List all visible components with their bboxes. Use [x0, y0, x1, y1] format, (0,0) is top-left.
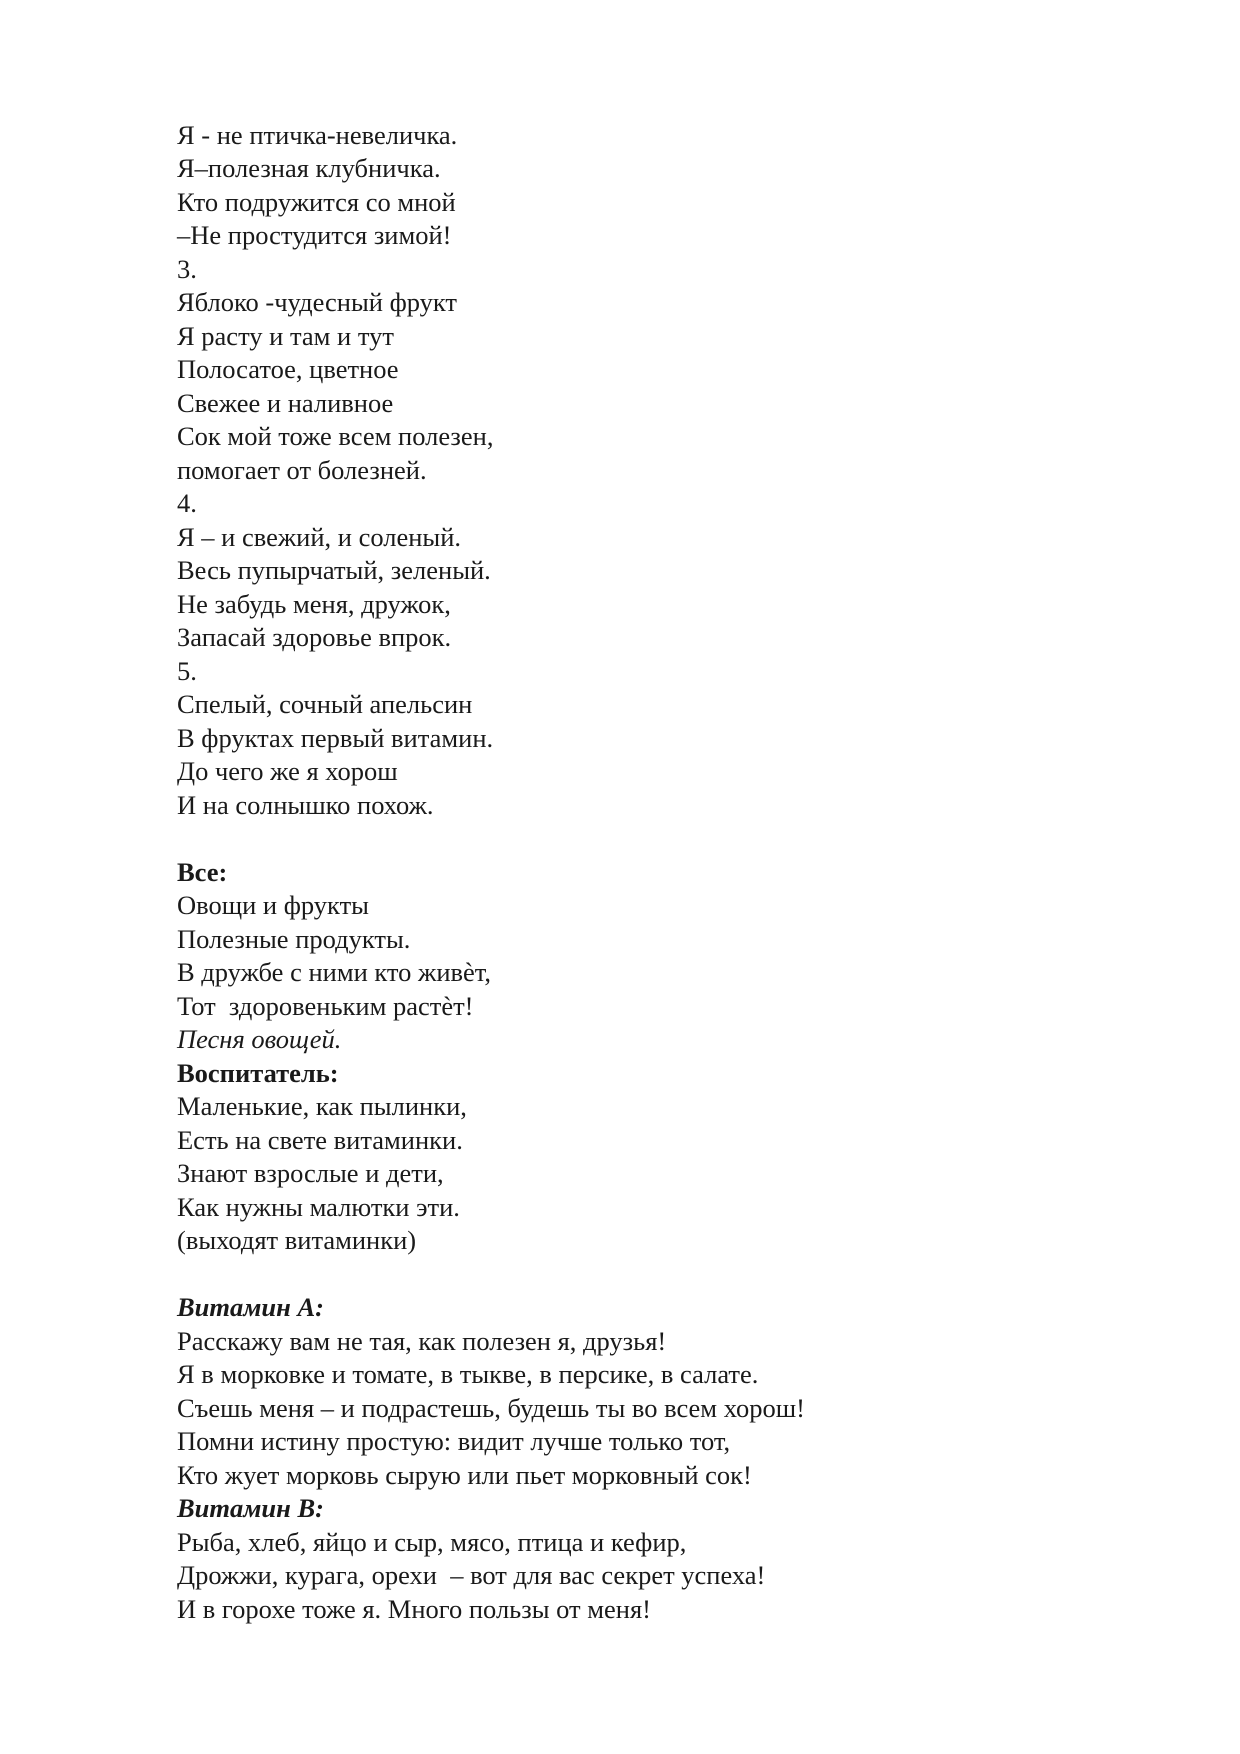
text-line: Спелый, сочный апельсин: [177, 689, 473, 719]
text-line: помогает от болезней.: [177, 455, 427, 485]
text-line: Не забудь меня, дружок,: [177, 589, 451, 619]
text-line: Кто жует морковь сырую или пьет морковный сок!: [177, 1460, 752, 1490]
text-line: (выходят витаминки): [177, 1225, 417, 1255]
text-line: Есть на свете витаминки.: [177, 1125, 463, 1155]
text-line: Знают взрослые и дети,: [177, 1158, 444, 1188]
text-line: Я–полезная клубничка.: [177, 153, 441, 183]
text-line: Весь пупырчатый, зеленый.: [177, 555, 491, 585]
text-line: –Не простудится зимой!: [177, 220, 452, 250]
text-line: В фруктах первый витамин.: [177, 723, 494, 753]
text-line: Сок мой тоже всем полезен,: [177, 421, 494, 451]
text-line: До чего же я хорош: [177, 756, 398, 786]
text-line: Кто подружится со мной: [177, 187, 456, 217]
text-line: Я в морковке и томате, в тыкве, в персике, в салате.: [177, 1359, 759, 1389]
text-line: Я – и свежий, и соленый.: [177, 522, 462, 552]
text-line: Рыба, хлеб, яйцо и сыр, мясо, птица и кефир,: [177, 1527, 687, 1557]
text-line: Свежее и наливное: [177, 388, 394, 418]
text-line: И на солнышко похож.: [177, 790, 434, 820]
text-line: Овощи и фрукты: [177, 890, 369, 920]
speaker-heading: Витамин В:: [177, 1493, 325, 1523]
text-line: Я расту и там и тут: [177, 321, 394, 351]
text-line: Полезные продукты.: [177, 924, 411, 954]
text-line: Тот здоровеньким растѐт!: [177, 991, 474, 1021]
speaker-heading: Воспитатель:: [177, 1058, 339, 1088]
text-line: Полосатое, цветное: [177, 354, 399, 384]
text-line: Расскажу вам не тая, как полезен я, друзья!: [177, 1326, 667, 1356]
text-line: 4.: [177, 488, 197, 518]
text-line: Помни истину простую: видит лучше только тот,: [177, 1426, 731, 1456]
text-line: Я - не птичка-невеличка.: [177, 120, 458, 150]
text-line: Яблоко -чудесный фрукт: [177, 287, 457, 317]
text-line: Запасай здоровье впрок.: [177, 622, 452, 652]
text-line: Дрожжи, курага, орехи – вот для вас секрет успеха!: [177, 1560, 766, 1590]
speaker-heading: Витамин А:: [177, 1292, 325, 1322]
text-line: 5.: [177, 656, 197, 686]
text-line: 3.: [177, 254, 197, 284]
text-line: И в горохе тоже я. Много пользы от меня!: [177, 1594, 651, 1624]
text-line: Маленькие, как пылинки,: [177, 1091, 467, 1121]
speaker-heading: Все:: [177, 857, 228, 887]
text-line: В дружбе с ними кто живѐт,: [177, 957, 492, 987]
text-line: Как нужны малютки эти.: [177, 1192, 460, 1222]
stage-direction: Песня овощей.: [177, 1024, 342, 1054]
text-line: Съешь меня – и подрастешь, будешь ты во всем хорош!: [177, 1393, 805, 1423]
